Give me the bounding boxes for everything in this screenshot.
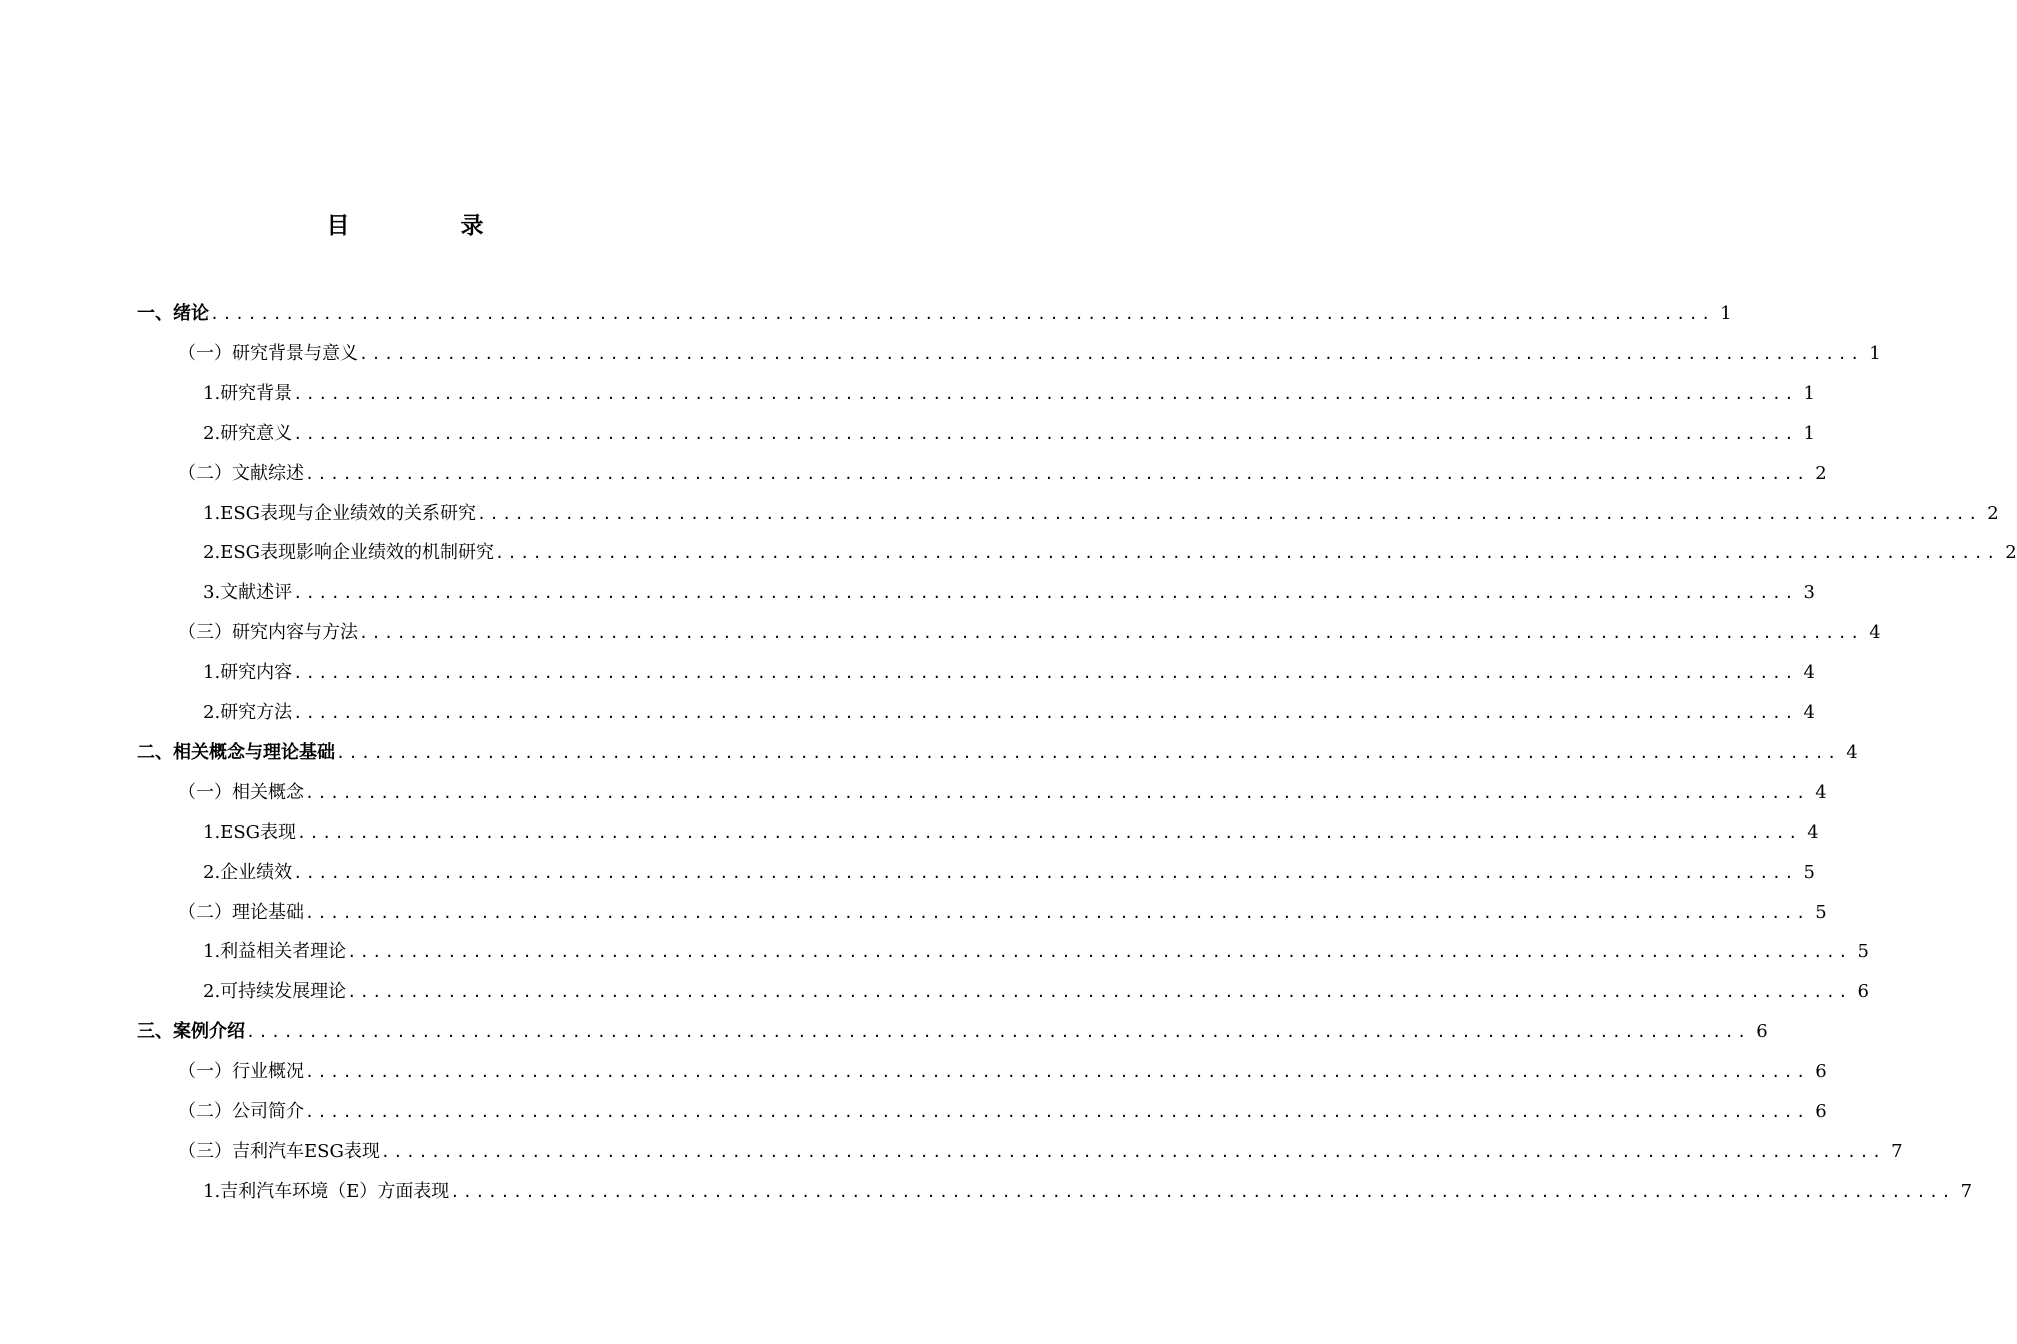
dot-leader: ........................................................................................................................: [305, 783, 1809, 802]
toc-entry[interactable]: [178, 448, 1827, 486]
toc-entry-label: （一）相关概念: [178, 781, 304, 803]
toc-entry-label: 2.可持续发展理论: [203, 981, 347, 1003]
toc-entry-label: （三）吉利汽车ESG表现: [178, 1140, 380, 1162]
dot-leader: ........................................................................................................................: [293, 704, 1797, 722]
toc-entry-page-number: 4: [1803, 702, 1815, 723]
dot-leader: ........................................................................................................................: [210, 305, 1714, 323]
toc-entry[interactable]: [203, 488, 1999, 526]
toc-entry-page-number: 4: [1807, 821, 1819, 843]
toc-entry-page-number: 6: [1857, 981, 1869, 1003]
toc-entry-page-number: 6: [1815, 1101, 1827, 1122]
dot-leader: ........................................................................................................................: [336, 743, 1840, 762]
toc-entry-page-number: 1: [1803, 422, 1815, 444]
dot-leader: ........................................................................................................................: [359, 624, 1863, 643]
dot-leader: ........................................................................................................................: [495, 544, 1999, 563]
dot-leader: ........................................................................................................................: [359, 344, 1863, 363]
toc-entry[interactable]: [178, 1126, 1903, 1164]
toc-entry-label: （一）研究背景与意义: [178, 342, 358, 364]
toc-entry-page-number: 5: [1857, 941, 1869, 963]
toc-entry-page-number: 6: [1815, 1061, 1827, 1083]
toc-entry-page-number: 1: [1720, 303, 1732, 324]
toc-entry-page-number: 3: [1803, 582, 1815, 604]
toc-entry-page-number: 5: [1815, 901, 1827, 923]
toc-entry[interactable]: [203, 368, 1815, 406]
dot-leader: ........................................................................................................................: [305, 903, 1809, 922]
toc-entry[interactable]: [203, 847, 1815, 885]
toc-entry-label: 1.研究背景: [203, 382, 293, 404]
dot-leader: ........................................................................................................................: [293, 664, 1797, 683]
dot-leader: ........................................................................................................................: [293, 584, 1797, 603]
toc-entry-page-number: 7: [1960, 1180, 1973, 1202]
toc-entry[interactable]: [203, 408, 1815, 446]
toc-entry[interactable]: [178, 767, 1827, 805]
toc-entry-label: 2.研究意义: [203, 422, 293, 444]
toc-entry-label: （二）公司简介: [178, 1101, 304, 1122]
dot-leader: ........................................................................................................................: [305, 1063, 1809, 1082]
toc-entry-page-number: 1: [1869, 342, 1881, 364]
dot-leader: ........................................................................................................................: [293, 424, 1797, 443]
toc-entry[interactable]: [203, 647, 1815, 685]
toc-entry-page-number: 4: [1846, 741, 1858, 763]
dot-leader: ........................................................................................................................: [477, 504, 1981, 523]
toc-entry-label: 2.研究方法: [203, 702, 293, 723]
toc-entry[interactable]: [203, 807, 1819, 845]
toc-entry-label: 1.研究内容: [203, 662, 293, 684]
dot-leader: ........................................................................................................................: [380, 1142, 1885, 1161]
toc-entry-page-number: 2: [1987, 502, 1999, 524]
dot-leader: ........................................................................................................................: [450, 1182, 1955, 1201]
toc-entry-page-number: 2: [2005, 542, 2017, 564]
toc-entry-label: 1.吉利汽车环境（E）方面表现: [203, 1180, 450, 1202]
toc-entry-page-number: 5: [1803, 861, 1815, 883]
toc-entry-page-number: 7: [1891, 1140, 1903, 1162]
toc-entry-label: 1.ESG表现与企业绩效的关系研究: [203, 502, 477, 524]
toc-entry[interactable]: [178, 1086, 1827, 1124]
toc-entry[interactable]: [203, 1166, 1973, 1204]
toc-entry[interactable]: [137, 1006, 1768, 1044]
dot-leader: ........................................................................................................................: [297, 823, 1801, 842]
toc-entry-label: （二）文献综述: [178, 462, 304, 484]
toc-entry-label: 三、案例介绍: [137, 1021, 245, 1043]
toc-entry-page-number: 1: [1803, 382, 1815, 404]
dot-leader: ........................................................................................................................: [246, 1023, 1750, 1042]
toc-entry[interactable]: [203, 926, 1869, 964]
toc-entry[interactable]: [178, 887, 1827, 925]
toc-entry-label: 3.文献述评: [203, 582, 293, 604]
toc-entry[interactable]: [203, 567, 1815, 605]
toc-entry[interactable]: [203, 687, 1815, 725]
dot-leader: ........................................................................................................................: [305, 1103, 1809, 1121]
toc-entry-label: 1.利益相关者理论: [203, 941, 347, 963]
toc-entry-label: 2.企业绩效: [203, 861, 293, 883]
toc-entry[interactable]: [178, 1046, 1827, 1084]
toc-entry[interactable]: [203, 966, 1869, 1004]
toc-entry-label: （二）理论基础: [178, 901, 304, 923]
toc-entry-label: （三）研究内容与方法: [178, 622, 358, 644]
dot-leader: ........................................................................................................................: [347, 983, 1851, 1002]
toc-entry-page-number: 4: [1815, 781, 1827, 803]
toc-entry-label: 1.ESG表现: [203, 821, 297, 843]
toc-entry[interactable]: [178, 328, 1881, 366]
toc-entry-label: （一）行业概况: [178, 1061, 304, 1083]
dot-leader: ........................................................................................................................: [347, 943, 1851, 962]
toc-entry-page-number: 6: [1756, 1021, 1768, 1043]
toc-entry[interactable]: [137, 288, 1732, 326]
toc-entry[interactable]: [137, 727, 1858, 765]
toc-entry-page-number: 4: [1869, 622, 1881, 644]
toc-entry[interactable]: [203, 527, 2017, 565]
toc-entry-page-number: 4: [1803, 662, 1815, 684]
toc-entry[interactable]: [178, 607, 1881, 645]
toc-entry-label: 一、绪论: [137, 303, 209, 324]
dot-leader: ........................................................................................................................: [305, 464, 1809, 483]
dot-leader: ........................................................................................................................: [293, 384, 1797, 403]
toc-entry-page-number: 2: [1815, 462, 1827, 484]
toc-entry-label: 2.ESG表现影响企业绩效的机制研究: [203, 542, 495, 564]
dot-leader: ........................................................................................................................: [293, 863, 1797, 882]
page-title: 目 录: [326, 212, 528, 239]
toc-entry-label: 二、相关概念与理论基础: [137, 741, 335, 763]
